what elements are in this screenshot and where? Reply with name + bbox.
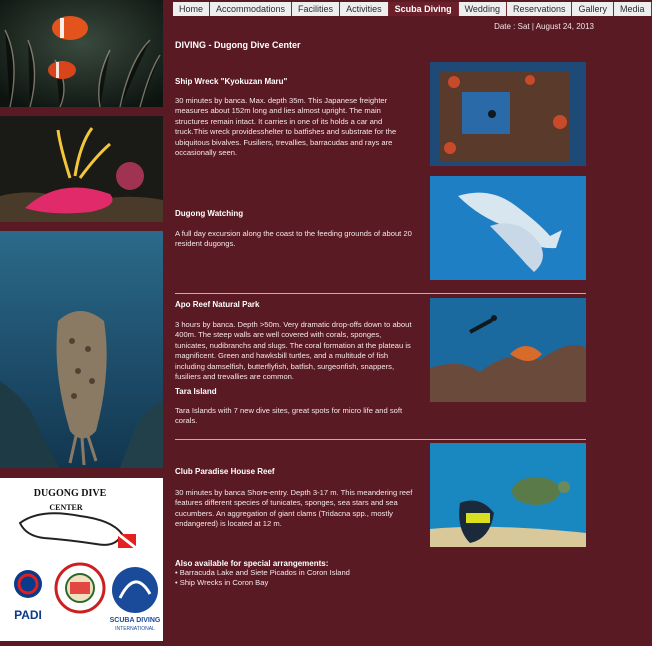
padi-logo-text: PADI	[14, 608, 42, 622]
also-available-item-2: • Ship Wrecks in Coron Bay	[175, 578, 269, 587]
ship-wreck-heading: Ship Wreck "Kyokuzan Maru"	[175, 77, 288, 86]
ship-wreck-text: 30 minutes by banca. Max. depth 35m. This Japanese freighter measures about 152m long and lies almost upright. The main structures remain intact. It carries in one of its holds a car and truck.This wreck providesshelter to batfishes and substrate for the ubiquitous bivalves. Fusiliers, trevallies, barracudas and rays are occasionally seen.	[175, 96, 397, 158]
ssi-logo-text-1: SCUBA DIVING	[109, 617, 161, 624]
club-paradise-text: 30 minutes by banca Shore-entry. Depth 3-17 m. This meandering reef features different species of tunicates, sponges, sea stars and sea cucumbers. An aggregation of giant clams (Tridacna spp., mostly endangered) is located at 12 m.	[175, 488, 413, 529]
nav-tab-accommodations[interactable]: Accommodations	[210, 2, 292, 16]
nav-tab-reservations[interactable]: Reservations	[507, 2, 573, 16]
apo-reef-heading: Apo Reef Natural Park	[175, 300, 260, 309]
reef-diver-photo	[430, 298, 586, 402]
nav-tab-activities[interactable]: Activities	[340, 2, 389, 16]
logo-panel	[0, 478, 163, 641]
nav-tab-gallery[interactable]: Gallery	[572, 2, 614, 16]
dugong-photo	[430, 176, 586, 280]
page-title: DIVING - Dugong Dive Center	[175, 40, 301, 50]
ssi-logo-text-2: INTERNATIONAL	[115, 626, 155, 632]
tara-island-heading: Tara Island	[175, 387, 217, 396]
ssi-logo	[110, 567, 161, 632]
dugong-logo-text-bottom: CENTER	[49, 503, 83, 512]
nudibranch-photo	[0, 116, 163, 222]
top-navigation	[173, 2, 652, 16]
turtle-diver-photo	[430, 443, 586, 547]
main-content	[163, 0, 645, 641]
date-label: Date : Sat | August 24, 2013	[494, 22, 594, 31]
nav-tab-media[interactable]: Media	[614, 2, 652, 16]
clownfish-photo	[0, 0, 163, 107]
cmas-logo	[56, 564, 104, 612]
tara-island-text: Tara Islands with 7 new dive sites, great spots for micro life and soft corals.	[175, 406, 403, 426]
cuttlefish-photo	[0, 231, 163, 468]
dugong-logo-text-top: DUGONG DIVE	[33, 488, 107, 499]
nav-tab-wedding[interactable]: Wedding	[459, 2, 507, 16]
also-available-item-1: • Barracuda Lake and Siete Picados in Coron Island	[175, 568, 350, 577]
nav-tab-scuba-diving[interactable]: Scuba Diving	[389, 2, 459, 16]
club-paradise-heading: Club Paradise House Reef	[175, 467, 275, 476]
shipwreck-photo	[430, 62, 586, 166]
nav-tab-home[interactable]: Home	[173, 2, 210, 16]
apo-reef-text: 3 hours by banca. Depth >50m. Very dramatic drop-offs down to about 400m. The steep walls are well covered with corals, sponges, tunicates, nudibranchs and slugs. The coral formation at the plateau is magnificent. Green and hawksbill turtles, and a multitude of fish including damselfish, butterflyfish, batfish, surgeonfish, snappers, fusiliers and trevallies are common.	[175, 320, 412, 382]
section-divider	[175, 293, 586, 294]
also-available-heading: Also available for special arrangements:	[175, 559, 329, 568]
section-divider-2	[175, 439, 586, 440]
dugong-text: A full day excursion along the coast to the feeding grounds of about 20 resident dugongs.	[175, 229, 412, 249]
nav-tab-facilities[interactable]: Facilities	[292, 2, 340, 16]
dugong-heading: Dugong Watching	[175, 209, 244, 218]
